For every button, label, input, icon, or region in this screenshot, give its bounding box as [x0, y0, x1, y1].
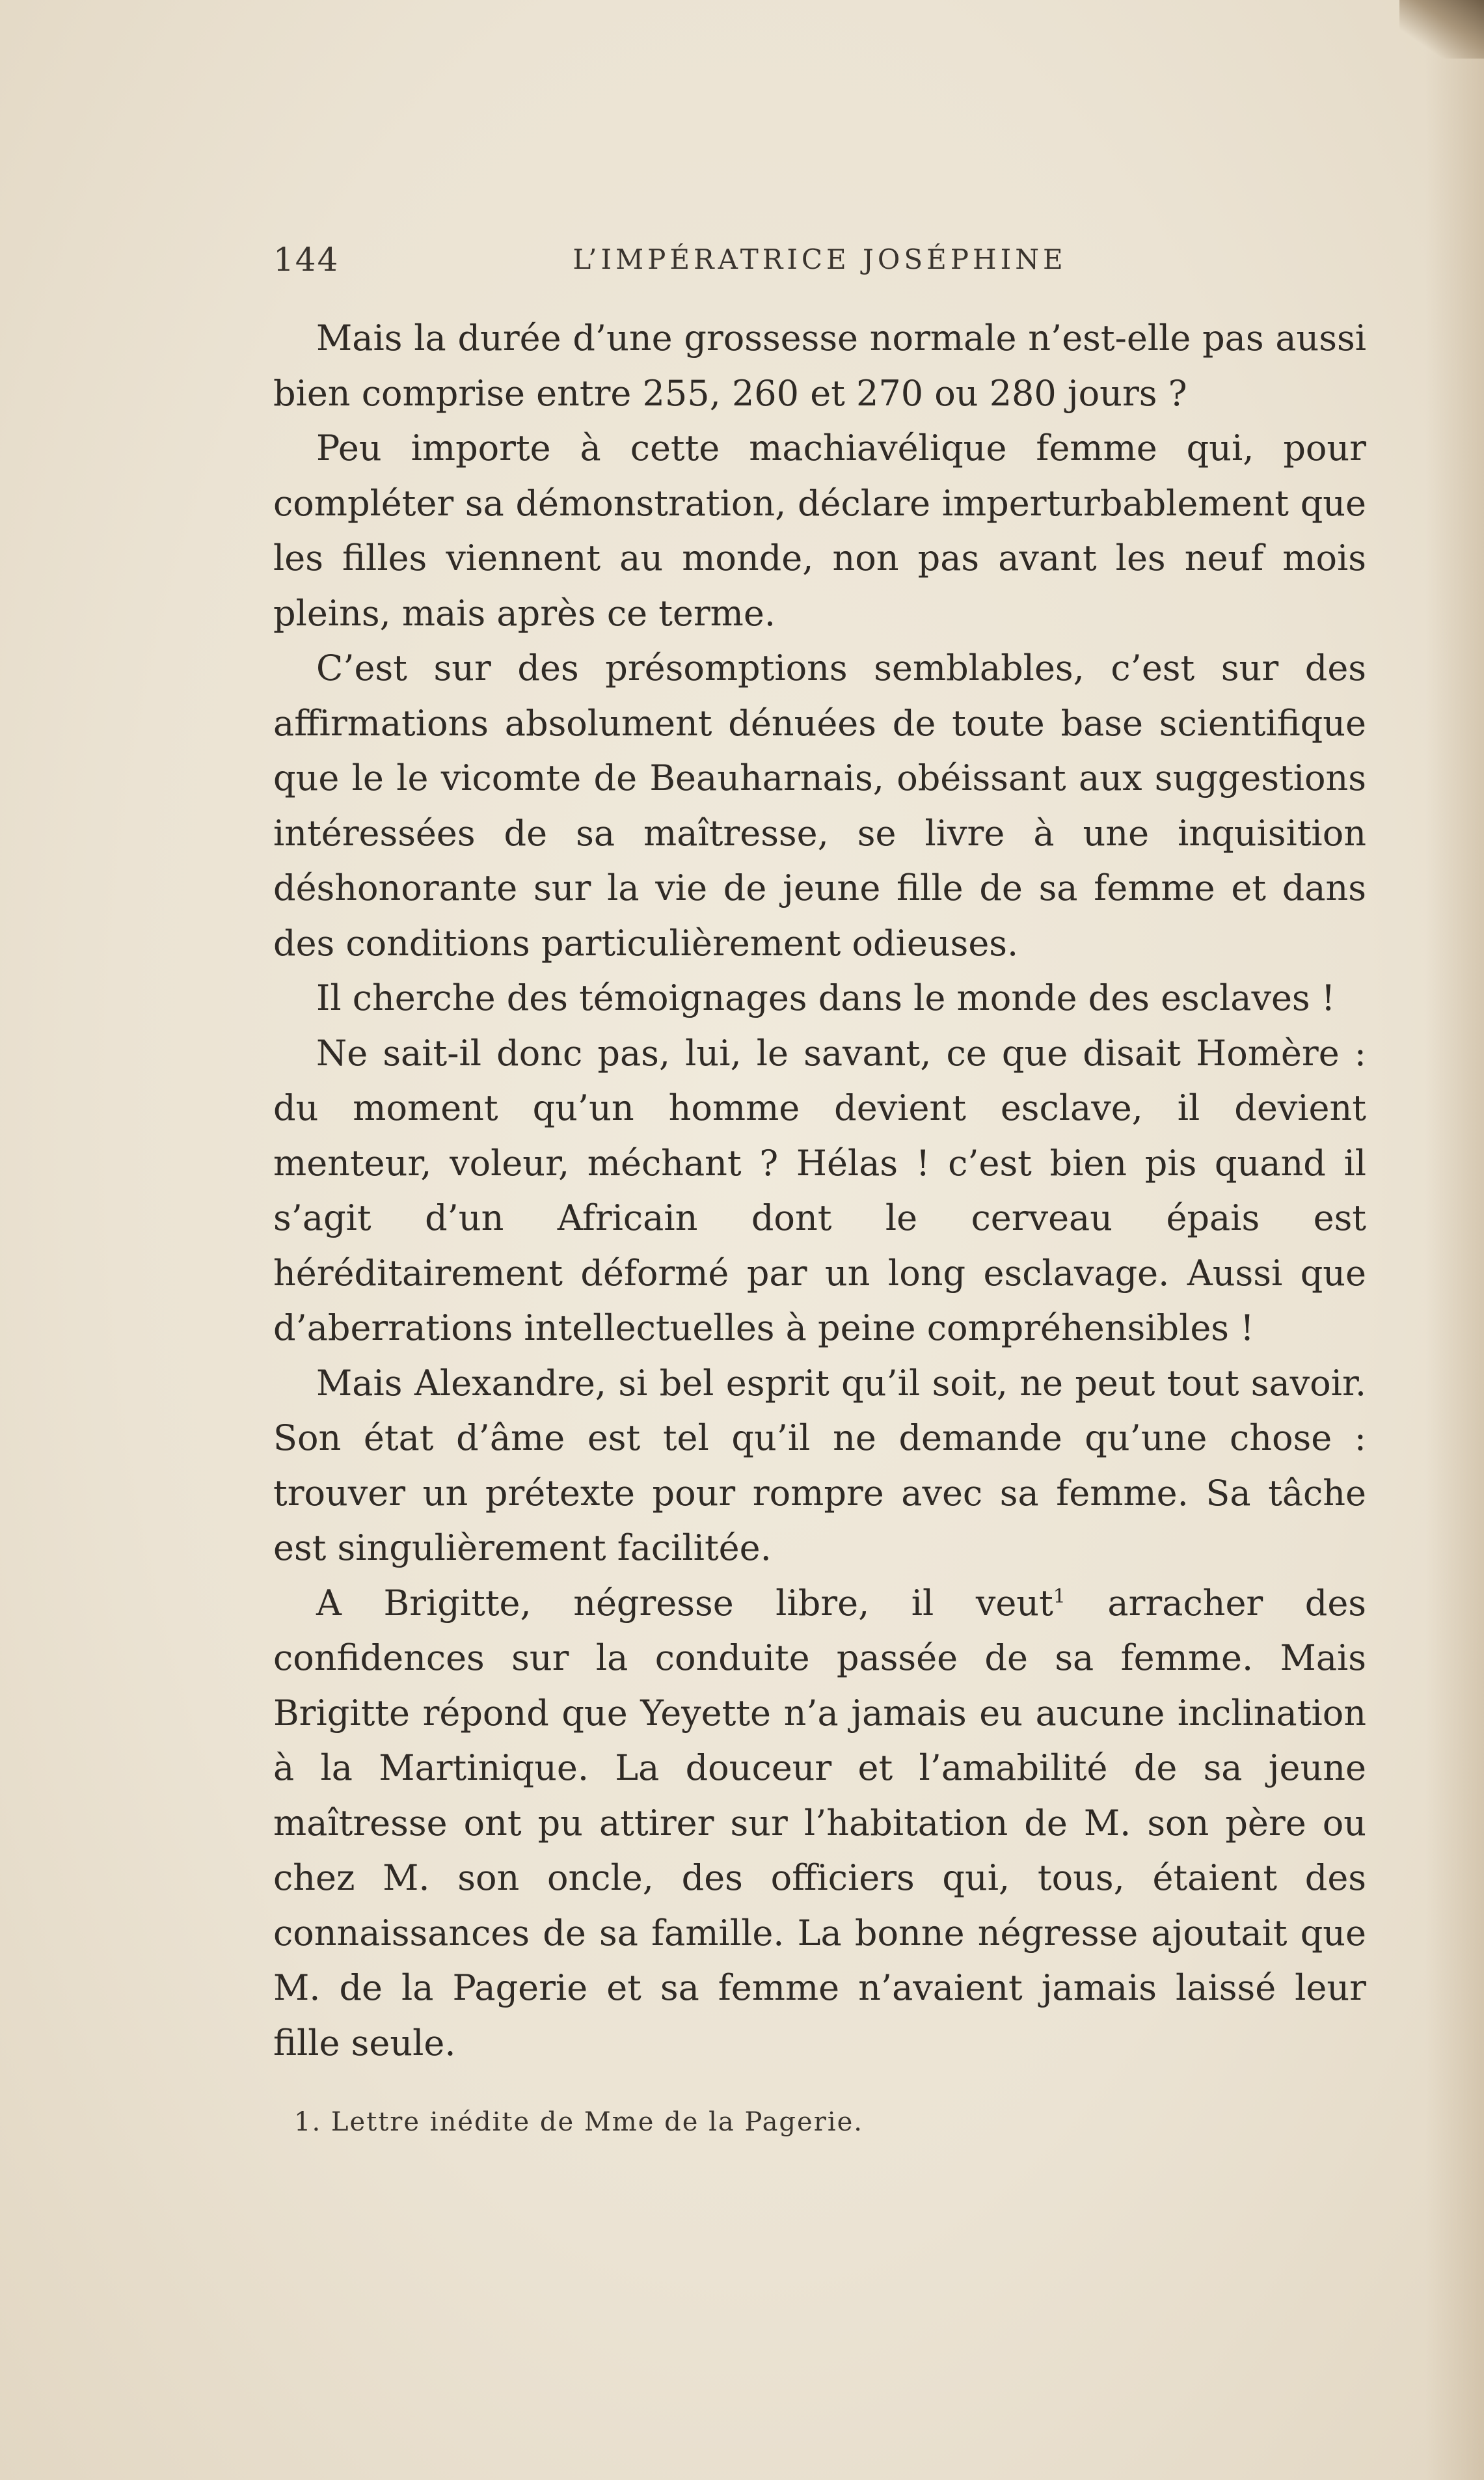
page-edge-shadow: [1425, 0, 1484, 2480]
body-text: [273, 311, 1366, 2071]
running-title: L’IMPÉRATRICE JOSÉPHINE: [573, 243, 1067, 275]
paragraph: Ne sait-il donc pas, lui, le savant, ce que disait Homère : du moment qu’un homme devient esclave, il devient menteur, voleur, méchant ? Hélas ! c’est bien pis quand il s’agit d’un Africain dont le cerveau épais est héréditairement déformé par un long esclavage. Aussi que d’aberrations intellectuelles à peine compréhensibles !: [273, 1032, 1366, 1348]
paragraph: Peu importe à cette machiavélique femme qui, pour compléter sa démonstration, déclare imperturbablement que les filles viennent au monde, non pas avant les neuf mois pleins, mais après ce terme.: [273, 428, 1366, 634]
footnote-marker: 1: [1053, 1585, 1066, 1608]
page-header: [273, 241, 1366, 286]
page-corner-stain: [1399, 0, 1484, 59]
paragraph-text-start: A Brigitte, négresse libre, il veut: [316, 1582, 1053, 1624]
paragraph: Mais Alexandre, si bel esprit qu’il soit, ne peut tout savoir. Son état d’âme est tel qu’il ne demande qu’une chose : trouver un prétexte pour rompre avec sa femme. Sa tâche est singulièrement facilitée.: [273, 1362, 1366, 1568]
footnote: 1. Lettre inédite de Mme de la Pagerie.: [294, 2107, 864, 2137]
paragraph: Mais la durée d’une grossesse normale n’est-elle pas aussi bien comprise entre 255, 260 et 270 ou 280 jours ?: [273, 318, 1366, 414]
page-number: 144: [273, 241, 340, 279]
paragraph: Il cherche des témoignages dans le monde des esclaves !: [316, 977, 1336, 1018]
paragraph: C’est sur des présomptions semblables, c’est sur des affirmations absolument dénuées de toute base scientifique que le le vicomte de Beauharnais, obéissant aux suggestions intéressées de sa maîtresse, se livre à une inquisition déshonorante sur la vie de jeune fille de sa femme et dans des conditions particulièrement odieuses.: [273, 647, 1366, 964]
paragraph-text-end: arracher des confidences sur la conduite passée de sa femme. Mais Brigitte répond que Yeyette n’a jamais eu aucune inclination à la Martinique. La douceur et l’amabilité de sa jeune maîtresse ont pu attirer sur l’habitation de M. son père ou chez M. son oncle, des officiers qui, tous, étaient des connaissances de sa famille. La bonne négresse ajoutait que M. de la Pagerie et sa femme n’avaient jamais laissé leur fille seule.: [273, 1582, 1367, 2064]
paragraph-with-note: [273, 1576, 1366, 2071]
